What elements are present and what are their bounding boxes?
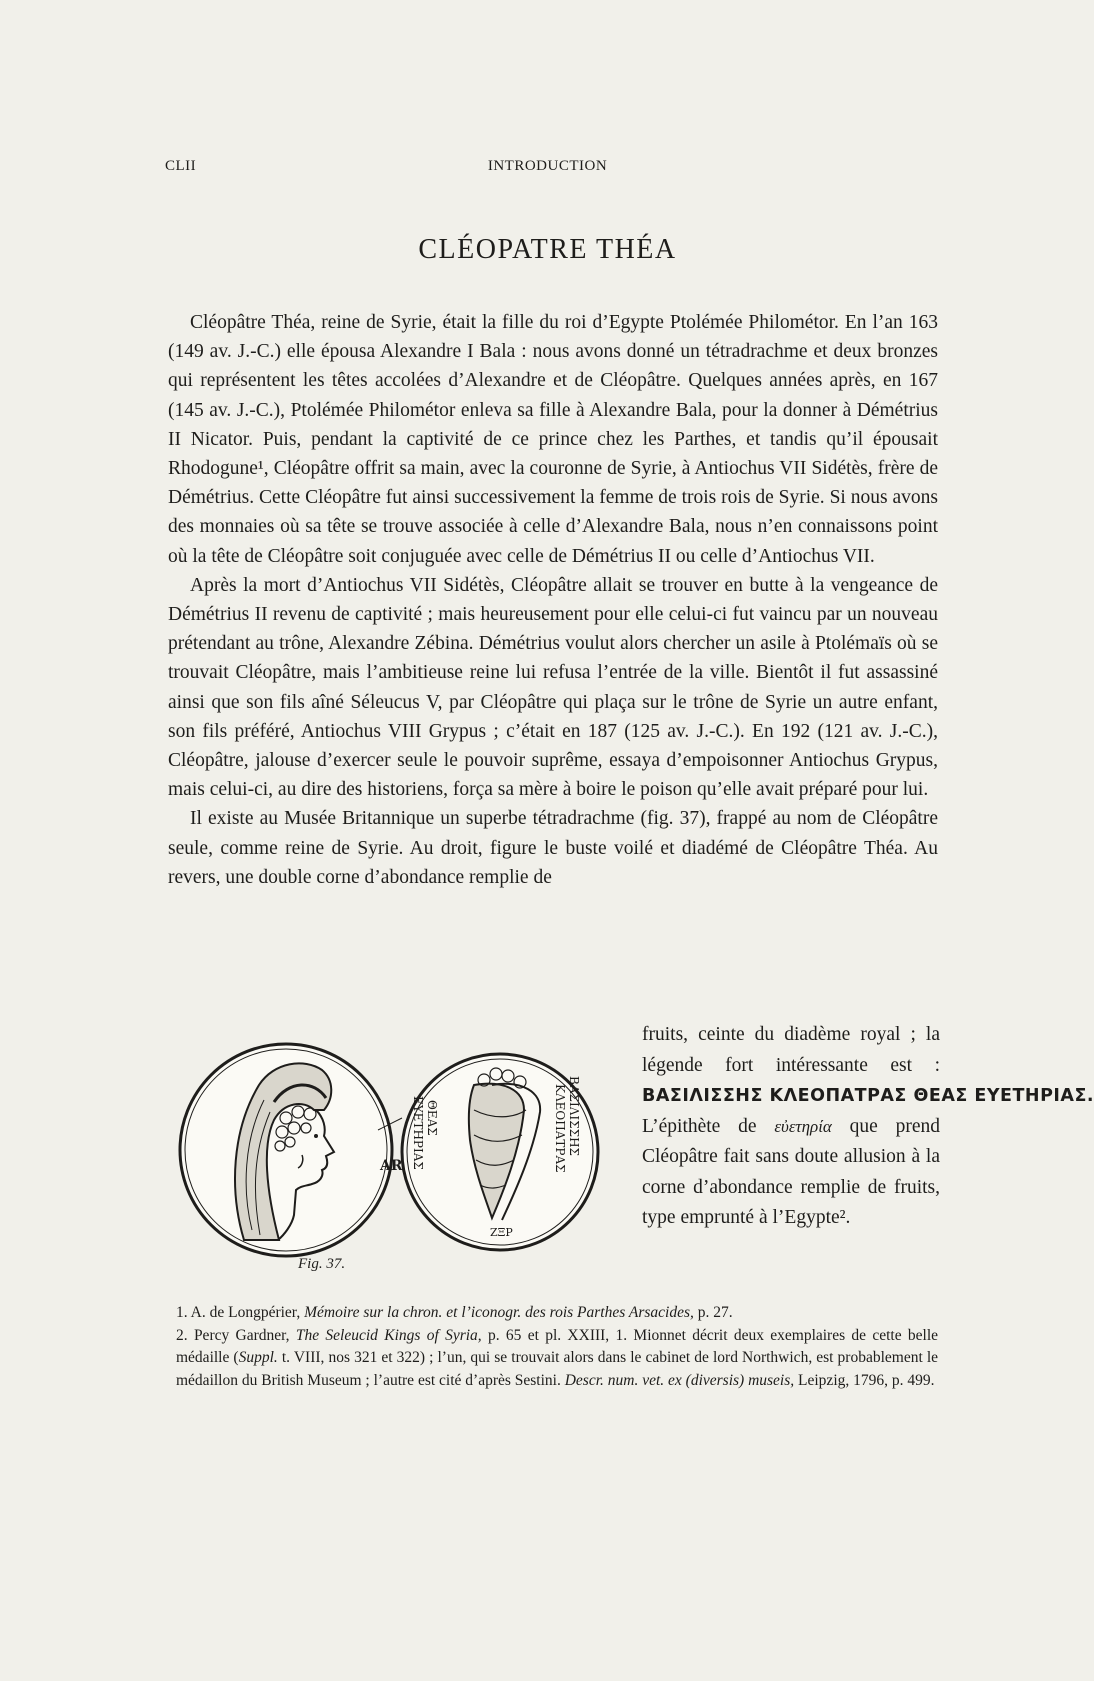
coin-illustration	[174, 1040, 604, 1270]
footnote-2	[176, 1325, 938, 1393]
paragraph-2: Après la mort d’Antiochus VII Sidétès, Cléopâtre allait se trouver en butte à la vengeance de Démétrius II revenu de captivité ; mais heureusement pour elle celui-ci fut vaincu par un nouveau prétendant au trône, Alexandre Zébina. Démétrius voulut alors chercher un asile à Ptolémaïs où se trouvait Cléopâtre, mais l’ambitieuse reine lui refusa l’entrée de la ville. Bientôt il fut assassiné ainsi que son fils aîné Séleucus V, par Cléopâtre qui plaça sur le trône de Syrie un autre enfant, son fils préféré, Antiochus VIII Grypus ; c’était en 187 (125 av. J.-C.). En 192 (121 av. J.-C.), Cléopâtre, jalouse d’exercer seule le pouvoir suprême, essaya d’empoisonner Antiochus Grypus, mais celui-ci, au dire des historiens, força sa mère à boire le poison qu’elle avait préparé pour lui.	[168, 574, 938, 801]
footnote-2-author: Percy Gardner,	[193, 1326, 290, 1344]
page-number: CLII	[165, 158, 197, 174]
greek-legend: ΒΑΣΙΛΙΣΣΗΣ ΚΛΕΟΠΑΤΡΑΣ ΘΕΑΣ ΕΥΕΤΗΡΙΑΣ.	[642, 1086, 1094, 1106]
coin-legend-left-1: ΘΕΑΣ	[425, 1100, 439, 1136]
footnote-1-number: 1.	[176, 1304, 188, 1321]
footnote-1	[176, 1302, 938, 1325]
paragraph-1: Cléopâtre Théa, reine de Syrie, était la fille du roi d’Egypte Ptolémée Philométor. En l’an 163 (149 av. J.-C.) elle épousa Alexandre I Bala : nous avons donné un tétradrachme et deux bronzes qui représentent les têtes accolées d’Alexandre et de Cléopâtre. Quelques années après, en 167 (145 av. J.-C.), Ptolémée Philométor enleva sa fille à Alexandre Bala, pour la donner à Démétrius II Nicator. Puis, pendant la captivité de ce prince chez les Parthes, et tandis qu’il épousait Rhodogune¹, Cléopâtre offrit sa main, avec la couronne de Syrie, à Antiochus VII Sidétès, frère de Démétrius. Cette Cléopâtre fut ainsi successivement la femme de trois rois de Syrie. Si nous avons des monnaies où sa tête se trouve associée à celle d’Alexandre Bala, nous n’en connaissons point où la tête de Cléopâtre soit conjuguée avec celle de Démétrius II ou celle d’Antiochus VII.	[168, 312, 938, 567]
running-head	[160, 158, 935, 182]
metal-mark: AR	[380, 1158, 403, 1174]
coin-legend-right-1: ΒΑΣΙΛΙΣΣΗΣ	[567, 1076, 581, 1157]
figure-caption: Fig. 37.	[298, 1256, 346, 1272]
figure-block	[168, 1020, 1094, 1272]
footnote-1-title: Mémoire sur la chron. et l’iconogr. des rois Parthes Arsacides,	[304, 1304, 694, 1321]
body-text	[168, 308, 938, 892]
footnote-2-title: The Seleucid Kings of Syria,	[295, 1326, 482, 1344]
coin-date: ΖΞΡ	[490, 1226, 513, 1239]
footnote-2-mid2: t. VIII, nos 321 et 322) ; l’un, qui se trouvait alors dans le cabinet de lord Northwich, est probablement le médaillon du British Museum ; l’autre est cité d’après Sestini.	[176, 1349, 939, 1389]
footnote-2-number: 2.	[176, 1326, 188, 1344]
coin-obverse	[180, 1044, 392, 1256]
footnote-2-suppl: Suppl.	[238, 1349, 278, 1366]
paragraph-3: Il existe au Musée Britannique un superbe tétradrachme (fig. 37), frappé au nom de Cléopâtre seule, comme reine de Syrie. Au droit, figure le buste voilé et diadémé de Cléopâtre Théa. Au revers, une double corne d’abondance remplie de	[168, 808, 938, 888]
epithet-after: que prend Cléopâtre fait sans doute allusion à la corne d’abondance remplie de fruits, type emprunté à l’Egypte².	[642, 1115, 940, 1228]
figure-side-text	[642, 1020, 1094, 1234]
coin-legend-left-2: ΕΥΕΤΗΡΙΑΣ	[411, 1096, 425, 1170]
chapter-title: CLÉOPATRE THÉA	[418, 234, 677, 265]
epithet-word: εὐετηρία	[774, 1116, 832, 1136]
coin-legend-right-2: ΚΛΕΟΠΑΤΡΑΣ	[553, 1084, 567, 1173]
footnote-1-rest: p. 27.	[697, 1304, 733, 1321]
footnotes	[176, 1302, 938, 1392]
figure-text-lead: fruits, ceinte du diadème royal ; la légende fort intéressante est :	[642, 1024, 940, 1076]
footnote-2-end: Leipzig, 1796, p. 499.	[798, 1371, 935, 1389]
epithet-before: L’épithète de	[642, 1115, 757, 1137]
footnote-2-descr: Descr. num. vet. ex (diversis) museis,	[564, 1371, 795, 1389]
running-title: INTRODUCTION	[487, 158, 608, 174]
footnote-2-mid: p. 65 et pl. XXIII, 1. Mionnet décrit deux exemplaires de cette belle médaille (	[176, 1326, 939, 1366]
footnote-1-author: A. de Longpérier,	[190, 1304, 301, 1321]
coin-reverse	[402, 1054, 598, 1250]
